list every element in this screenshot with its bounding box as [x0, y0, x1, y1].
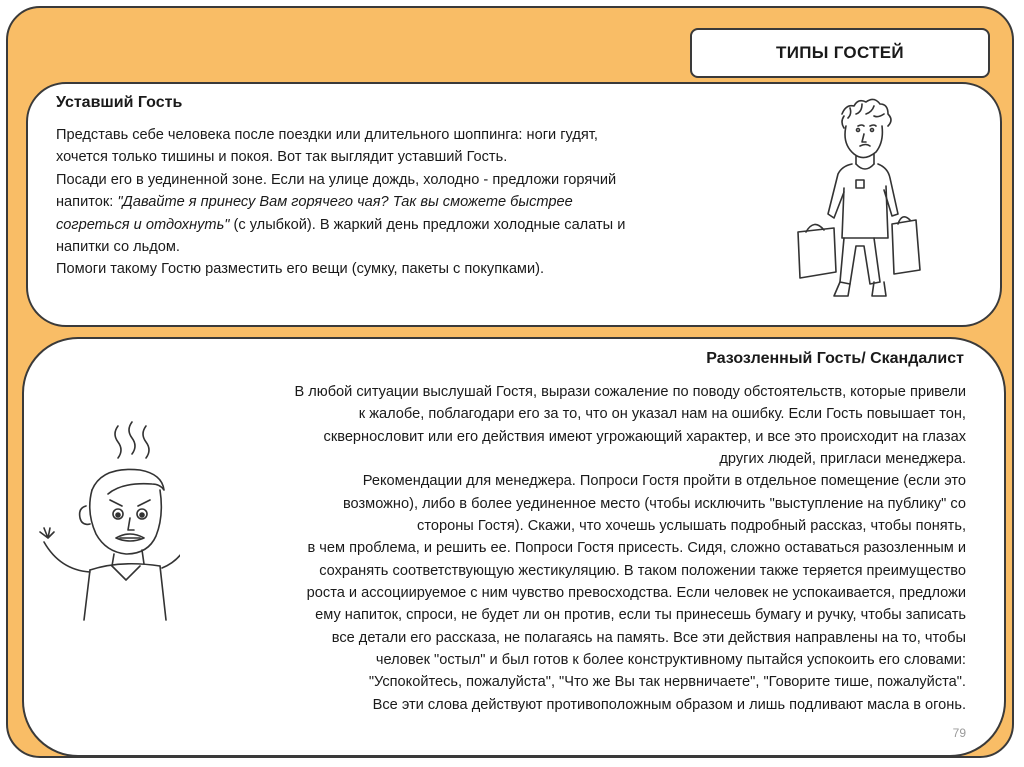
angry-guest-line: сохранять соответствующую жестикуляцию. В таком положении также теряется преимущество: [319, 562, 966, 579]
angry-guest-line: роста и ассоциируемое с ним чувство превосходства. Если человек не успокаивается, предложи: [306, 585, 966, 602]
angry-guest-illustration: [30, 420, 180, 625]
tired-guest-line: напитки со льдом.: [56, 239, 180, 256]
tired-guest-line: напиток: "Давайте я принесу Вам горячего чая? Так вы сможете быстрее: [56, 194, 573, 211]
angry-guest-line: "Успокойтесь, пожалуйста", "Что же Вы так нервничаете", "Говорите тише, пожалуйста".: [368, 674, 966, 691]
page-number: 79: [952, 726, 966, 740]
tired-guest-line: Помоги такому Гостю разместить его вещи (сумку, пакеты с покупками).: [56, 261, 545, 278]
angry-guest-heading: Разозленный Гость/ Скандалист: [706, 350, 964, 367]
page-title: ТИПЫ ГОСТЕЙ: [776, 43, 904, 62]
tired-guest-line: хочется только тишины и покоя. Вот так выглядит уставший Гость.: [56, 149, 508, 166]
tired-guest-text: [56, 124, 736, 281]
angry-guest-line: все детали его рассказа, не полагаясь на память. Все эти действия направлены на то, чтобы: [331, 629, 966, 646]
angry-guest-line: стороны Гостя). Скажи, что хочешь услышать подробный рассказ, чтобы понять,: [417, 518, 966, 535]
angry-guest-line: В любой ситуации выслушай Гостя, вырази сожаление по поводу обстоятельств, которые привели: [294, 384, 966, 400]
angry-guest-text: [166, 381, 966, 716]
angry-guest-line: других людей, пригласи менеджера.: [719, 451, 966, 468]
angry-guest-line: Рекомендации для менеджера. Попроси Гостя пройти в отдельное помещение (если это: [362, 473, 966, 490]
angry-guest-line: к жалобе, поблагодари его за то, что он указал нам на ошибку. Если Гость повышает тон,: [358, 406, 966, 423]
angry-guest-line: Все эти слова действуют противоположным образом и лишь подливают масла в огонь.: [372, 696, 966, 713]
tired-guest-line: согреться и отдохнуть" (с улыбкой). В жаркий день предложи холодные салаты и: [56, 216, 626, 233]
tired-guest-line: Посади его в уединенной зоне. Если на улице дождь, холодно - предложи горячий: [56, 171, 617, 188]
angry-guest-line: сквернословит или его действия имеют угрожающий характер, и все это происходит на глазах: [323, 428, 966, 445]
angry-guest-line: возможно), либо в более уединенное место (чтобы исключить "выступление на публику" со: [342, 495, 966, 512]
tired-guest-heading: Уставший Гость: [56, 94, 183, 111]
angry-guest-line: в чем проблема, и решить ее. Попроси Гостя присесть. Сидя, сложно оставаться разозленным и: [307, 540, 966, 557]
tired-guest-line: Представь себе человека после поездки или длительного шоппинга: ноги гудят,: [56, 127, 598, 143]
title-box: [690, 28, 990, 78]
angry-guest-line: человек "остыл" и был готов к более конструктивному пытайся успокоить его словами:: [375, 652, 966, 669]
tired-guest-illustration: [792, 92, 942, 317]
angry-guest-line: ему напиток, спроси, не будет ли он против, если ты принесешь бумагу и ручку, чтобы записать: [315, 607, 966, 624]
